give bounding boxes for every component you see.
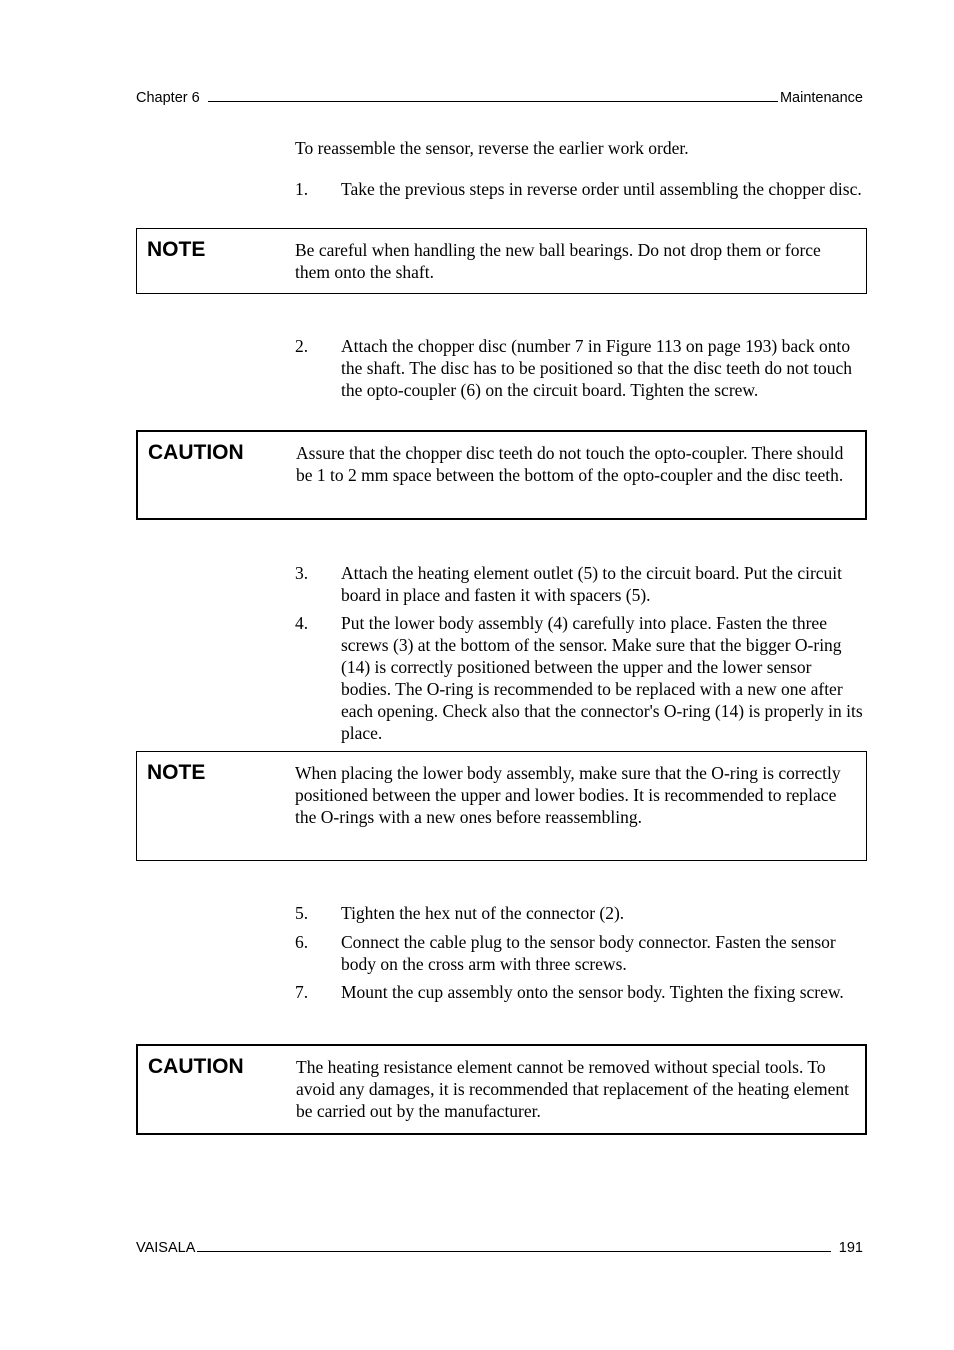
caution-label: CAUTION	[148, 1055, 244, 1078]
step-text: Attach the chopper disc (number 7 in Figure 113 on page 193) back onto the shaft. The disc has to be positioned so that the disc teeth do not touch the opto-coupler (6) on the circuit board. Tighten the screw.	[341, 336, 852, 400]
intro-paragraph: To reassemble the sensor, reverse the earlier work order.	[295, 138, 689, 158]
note-label: NOTE	[147, 761, 206, 784]
note-label: NOTE	[147, 238, 206, 261]
caution-label: CAUTION	[148, 441, 244, 464]
note-text: When placing the lower body assembly, make sure that the O-ring is correctly positioned between the upper and lower bodies. It is recommended to replace the O-rings with a new ones before reassembling.	[295, 763, 841, 827]
company-label: VAISALA	[136, 1240, 196, 1256]
step-text: Attach the heating element outlet (5) to the circuit board. Put the circuit board in place and fasten it with spacers (5).	[341, 563, 843, 605]
step-number: 4.	[295, 613, 309, 633]
section-label: Maintenance	[779, 90, 863, 106]
caution-box	[136, 430, 867, 520]
step-number: 5.	[295, 903, 309, 923]
step-6	[295, 931, 865, 975]
step-number: 7.	[295, 982, 309, 1002]
footer-rule	[197, 1250, 830, 1252]
step-number: 6.	[295, 932, 309, 952]
note-box	[136, 751, 867, 861]
step-text: Put the lower body assembly (4) carefully into place. Fasten the three screws (3) at the bottom of the sensor. Make sure that the bigger O-ring (14) is correctly positioned between the upper and the lower sensor bodies. The O-ring is recommended to be replaced with a new one after each opening. Check also that the connector's O-ring (14) is properly in its place.	[341, 613, 863, 743]
step-1	[295, 178, 865, 200]
page-footer	[136, 1240, 863, 1256]
step-text: Take the previous steps in reverse order until assembling the chopper disc.	[341, 179, 862, 199]
step-number: 1.	[295, 179, 309, 199]
caution-text: The heating resistance element cannot be removed without special tools. To avoid any damages, it is recommended that replacement of the heating element be carried out by the manufacturer.	[296, 1057, 849, 1121]
step-text: Tighten the hex nut of the connector (2).	[341, 903, 625, 923]
step-5	[295, 902, 865, 924]
step-number: 3.	[295, 563, 309, 583]
chapter-label: Chapter 6	[136, 90, 200, 106]
note-text: Be careful when handling the new ball bearings. Do not drop them or force them onto the shaft.	[295, 240, 821, 282]
page-number: 191	[838, 1240, 863, 1256]
step-3	[295, 562, 865, 606]
step-4	[295, 612, 865, 744]
step-text: Connect the cable plug to the sensor body connector. Fasten the sensor body on the cross arm with three screws.	[341, 932, 836, 974]
page-header	[136, 90, 863, 106]
note-box	[136, 228, 867, 294]
step-2	[295, 335, 865, 401]
step-7	[295, 981, 865, 1003]
caution-box	[136, 1044, 867, 1135]
caution-text: Assure that the chopper disc teeth do not touch the opto-coupler. There should be 1 to 2 mm space between the bottom of the opto-coupler and the disc teeth.	[296, 443, 844, 485]
header-rule	[208, 100, 778, 102]
step-number: 2.	[295, 336, 309, 356]
step-text: Mount the cup assembly onto the sensor body. Tighten the fixing screw.	[341, 982, 844, 1002]
